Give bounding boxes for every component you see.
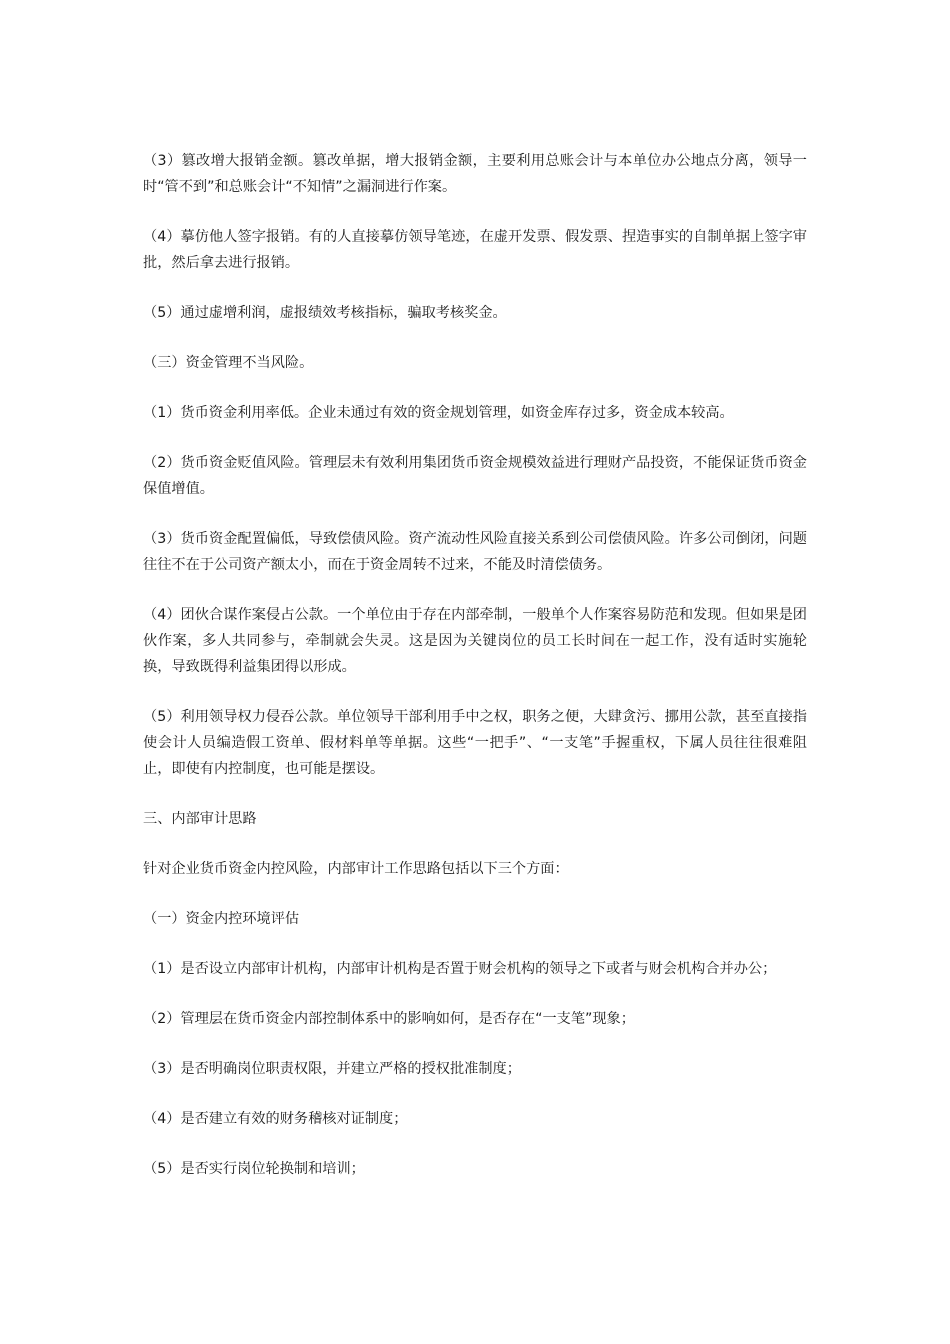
paragraph-depreciation-risk: （2）货币资金贬值风险。管理层未有效利用集团货币资金规模效益进行理财产品投资，不能保证货币资金保值增值。 — [143, 455, 807, 497]
paragraph-solvency-risk: （3）货币资金配置偏低，导致偿债风险。资产流动性风险直接关系到公司偿债风险。许多公司倒闭，问题往往不在于公司资产额太小，而在于资金周转不过来，不能及时清偿债务。 — [143, 531, 807, 573]
list-item-audit-department: （1）是否设立内部审计机构，内部审计机构是否置于财会机构的领导之下或者与财会机构合并办公； — [143, 961, 777, 977]
paragraph-abuse-of-power: （5）利用领导权力侵吞公款。单位领导干部利用手中之权，职务之便，大肆贪污、挪用公款，甚至直接指使会计人员编造假工资单、假材料单等单据。这些“一把手”、“一支笔”手握重权，下属人员往往很难阻止，即使有内控制度，也可能是摆设。 — [143, 709, 807, 777]
paragraph-forge-signature: （4）摹仿他人签字报销。有的人直接摹仿领导笔迹，在虚开发票、假发票、捏造事实的自制单据上签字审批，然后拿去进行报销。 — [143, 229, 807, 271]
list-item-verification: （4）是否建立有效的财务稽核对证制度； — [143, 1111, 408, 1127]
paragraph-audit-intro: 针对企业货币资金内控风险，内部审计工作思路包括以下三个方面： — [143, 861, 569, 877]
paragraph-tamper-amount: （3）篡改增大报销金额。篡改单据，增大报销金额，主要利用总账会计与本单位办公地点分离，领导一时“管不到”和总账会计“不知情”之漏洞进行作案。 — [143, 153, 807, 195]
list-item-rotation: （5）是否实行岗位轮换制和培训； — [143, 1161, 365, 1177]
subsection-heading-control-environment: （一）资金内控环境评估 — [143, 911, 300, 927]
paragraph-collusion: （4）团伙合谋作案侵占公款。一个单位由于存在内部牵制，一般单个人作案容易防范和发现。但如果是团伙作案，多人共同参与，牵制就会失灵。这是因为关键岗位的员工长时间在一起工作，没有适时实施轮换，导致既得利益集团得以形成。 — [143, 607, 807, 675]
list-item-management-influence: （2）管理层在货币资金内部控制体系中的影响如何，是否存在“一支笔”现象； — [143, 1011, 635, 1027]
list-item-authorization: （3）是否明确岗位职责权限，并建立严格的授权批准制度； — [143, 1061, 521, 1077]
section-heading-fund-management-risk: （三）资金管理不当风险。 — [143, 355, 314, 371]
document-body — [143, 148, 807, 1206]
paragraph-inflate-profit: （5）通过虚增利润，虚报绩效考核指标，骗取考核奖金。 — [143, 305, 507, 321]
paragraph-low-utilization: （1）货币资金利用率低。企业未通过有效的资金规划管理，如资金库存过多，资金成本较高。 — [143, 405, 734, 421]
section-heading-internal-audit: 三、内部审计思路 — [143, 811, 257, 827]
